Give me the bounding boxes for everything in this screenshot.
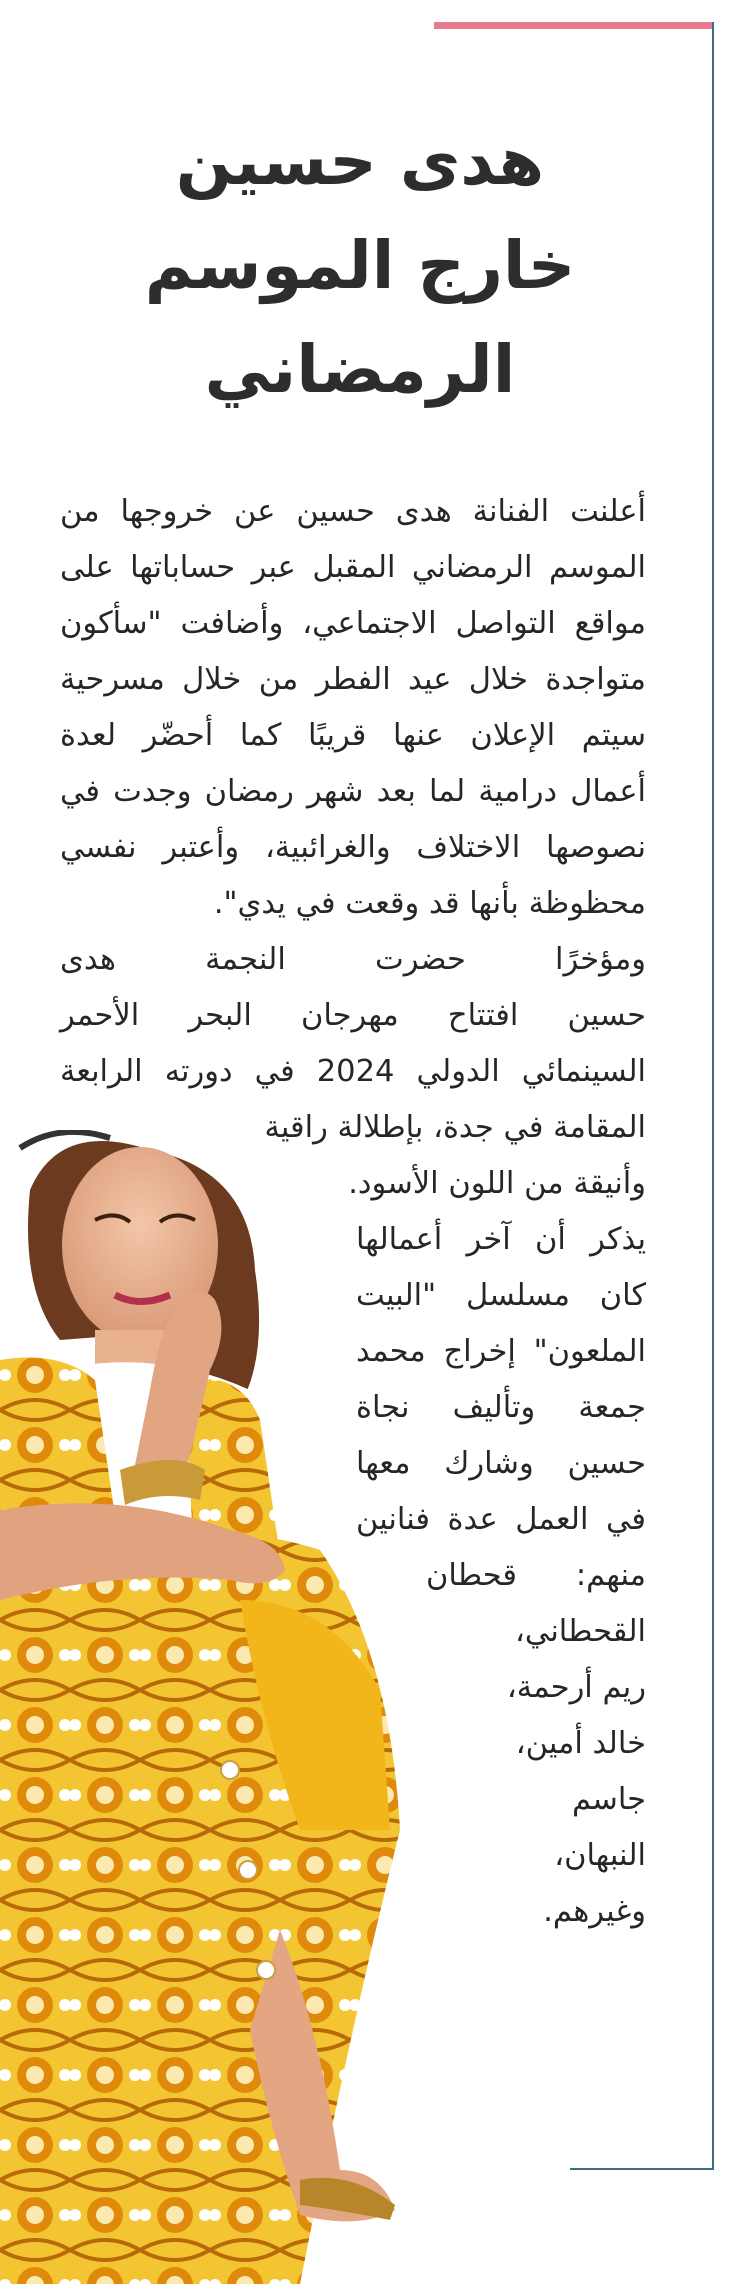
body-line: محظوظة بأنها قد وقعت في يدي". — [213, 886, 646, 921]
body-line: الملعون" إخراج محمد — [356, 1334, 646, 1369]
body-line: متواجدة خلال عيد الفطر من خلال مسرحية — [60, 662, 646, 697]
body-line: الموسم الرمضاني المقبل عبر حساباتها على — [60, 550, 646, 585]
title-line: الرمضاني — [204, 331, 516, 408]
body-line: حسين افتتاح مهرجان البحر الأحمر — [60, 998, 646, 1033]
body-line: يذكر أن آخر أعمالها — [356, 1222, 646, 1257]
body-line: جمعة وتأليف نجاة — [356, 1390, 646, 1425]
body-line: وغيرهم. — [543, 1894, 646, 1929]
body-line: وأنيقة من اللون الأسود. — [348, 1166, 646, 1201]
body-line: جاسم — [571, 1782, 646, 1817]
body-line: أعمال درامية لما بعد شهر رمضان وجدت في — [60, 774, 646, 809]
body-line: حسين وشارك معها — [356, 1446, 646, 1481]
body-line: منهم: قحطان — [426, 1558, 646, 1593]
accent-bar — [434, 22, 714, 29]
body-line: خالد أمين، — [515, 1726, 646, 1761]
body-line: مواقع التواصل الاجتماعي، وأضافت "سأكون — [60, 606, 646, 641]
article-body — [60, 484, 646, 1156]
body-line: كان مسلسل "البيت — [356, 1278, 646, 1313]
title-line: خارج الموسم — [144, 227, 576, 304]
article-body-narrow — [320, 1156, 646, 1940]
frame-border-right — [712, 22, 714, 2170]
body-line: النبهان، — [554, 1838, 646, 1873]
body-line: المقامة في جدة، بإطلالة راقية — [264, 1110, 646, 1145]
body-line: ومؤخرًا حضرت النجمة هدى — [60, 942, 646, 977]
body-line: السينمائي الدولي 2024 في دورته الرابعة — [60, 1054, 646, 1089]
body-line: نصوصها الاختلاف والغرائبية، وأعتبر نفسي — [60, 830, 646, 865]
title-line: هدى حسين — [175, 123, 545, 200]
frame-border-bottom — [570, 2168, 714, 2170]
body-line: أعلنت الفنانة هدى حسين عن خروجها من — [60, 494, 646, 529]
body-line: في العمل عدة فنانين — [356, 1502, 646, 1537]
body-line: القحطاني، — [515, 1614, 646, 1649]
body-line: سيتم الإعلان عنها قريبًا كما أحضّر لعدة — [60, 718, 646, 753]
body-line: ريم أرحمة، — [506, 1670, 646, 1705]
article-title — [60, 110, 660, 422]
